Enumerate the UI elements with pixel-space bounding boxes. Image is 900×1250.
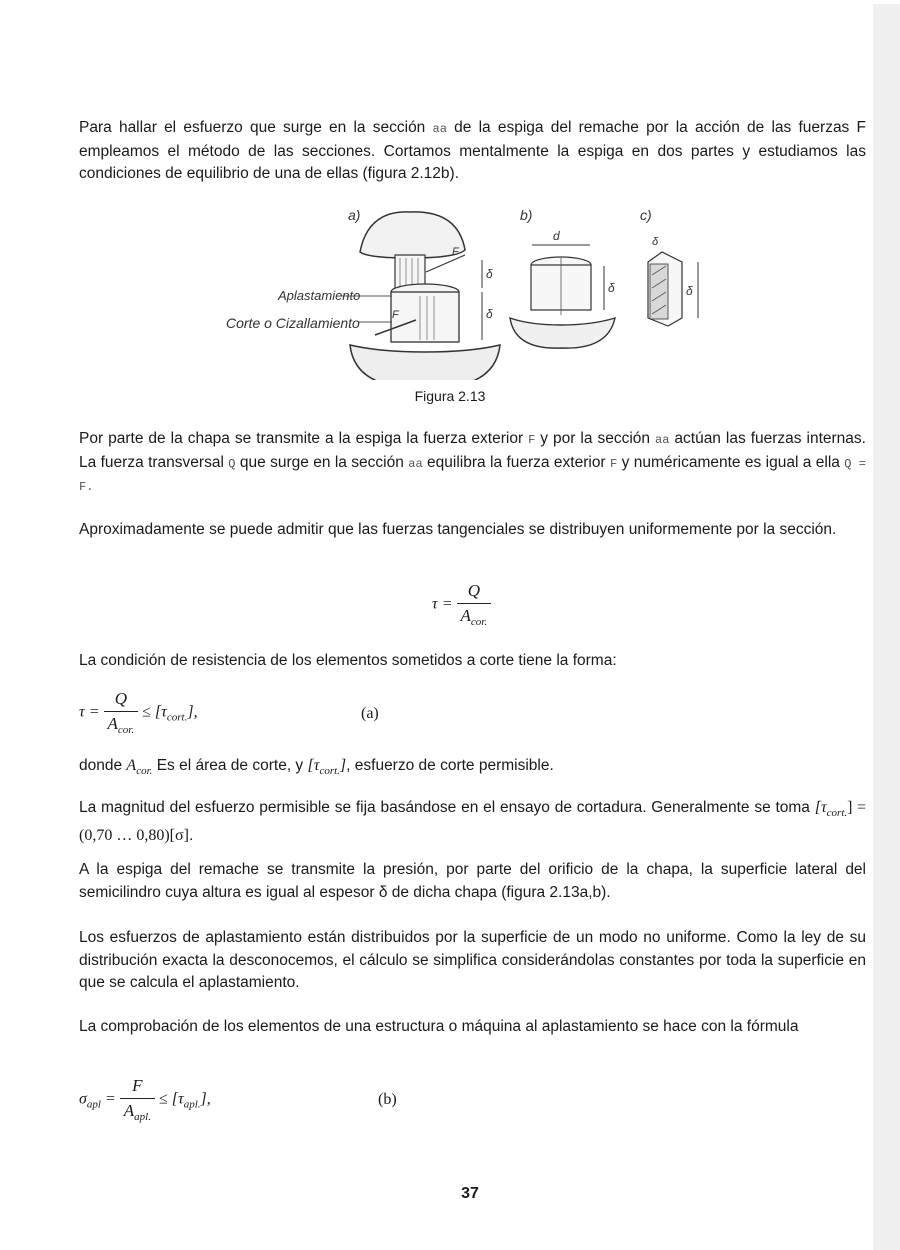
rivet-figure [220,200,740,380]
fig-label-b: b) [520,207,533,223]
fig-label-F-1: F [452,246,459,258]
paragraph-donde: donde $A_{cor.}$ Es el área de corte, y $[\tau_{cort.}]$, esfuerzo de corte permisible. [79,757,554,777]
paragraph-aproximadamente: Aproximadamente se puede admitir que las fuerzas tangenciales se distribuyen uniformemente por la sección. [79,521,837,538]
aplastamiento-label: Aplastamiento [278,288,361,303]
fig-label-delta-5: δ [652,236,659,248]
page-number: 37 [461,1185,479,1202]
equation-b-label: (b) [378,1091,397,1108]
equation-a: τ = $\frac{Q}{A_{cor.}}$ ≤ $[\tau_{cort.}]$, [79,689,198,736]
fig-label-c: c) [640,207,652,223]
equation-a-label: (a) [361,705,379,722]
paragraph-magnitud: La magnitud del esfuerzo permisible se fija basándose en el ensayo de cortadura. Generalmente se toma $[\tau_{cort.}] = (0,70$ … 0,80)[σ]. [79,799,866,844]
paragraph-chapa: Por parte de la chapa se transmite a la espiga la fuerza exterior F y por la sección aa actúan las fuerzas internas. La fuerza transversal Q que surge en la sección aa equilibra la fuerza exterior F y numéricamente es igual a ella Q = F. [79,430,866,494]
equation-tau: τ = $\frac{Q}{A_{cor.}}$ [432,581,491,628]
corte-label: Corte o Cizallamiento [226,315,360,331]
paragraph-condicion: La condición de resistencia de los elementos sometidos a corte tiene la forma: [79,652,617,669]
fig-label-delta-3: δ [608,281,615,295]
paragraph-comprobacion: La comprobación de los elementos de una estructura o máquina al aplastamiento se hace con la fórmula [79,1018,799,1035]
paragraph-intro: Para hallar el esfuerzo que surge en la sección aa de la espiga del remache por la acción de las fuerzas F empleamos el método de las secciones. Cortamos mentalmente la espiga en dos partes y estudiamos las condiciones de equilibrio de una de ellas (figura 2.12b). [79,119,866,182]
fig-label-delta-1: δ [486,267,493,281]
fig-label-a: a) [348,207,361,223]
fig-label-d: d [553,229,560,243]
vertical-scrollbar[interactable] [873,4,900,1250]
fig-label-delta-2: δ [486,307,493,321]
equation-b: $\sigma_{apl}$ = $\frac{F}{A_{apl.}}$ ≤ $[\tau_{apl.}]$, [79,1076,211,1123]
figure-caption: Figura 2.13 [414,388,486,404]
fig-label-delta-4: δ [686,284,693,298]
paragraph-espiga: A la espiga del remache se transmite la presión, por parte del orificio de la chapa, la superficie lateral del semicilindro cuya altura es igual al espesor δ de dicha chapa (figura 2.13a,b). [79,861,866,901]
paragraph-esfuerzos: Los esfuerzos de aplastamiento están distribuidos por la superficie de un modo no uniforme. Como la ley de su distribución exacta la desconocemos, el cálculo se simplifica considerándolas constantes por toda la superficie en que se calcula el aplastamiento. [79,929,866,991]
fig-label-F-2: F [392,309,399,321]
